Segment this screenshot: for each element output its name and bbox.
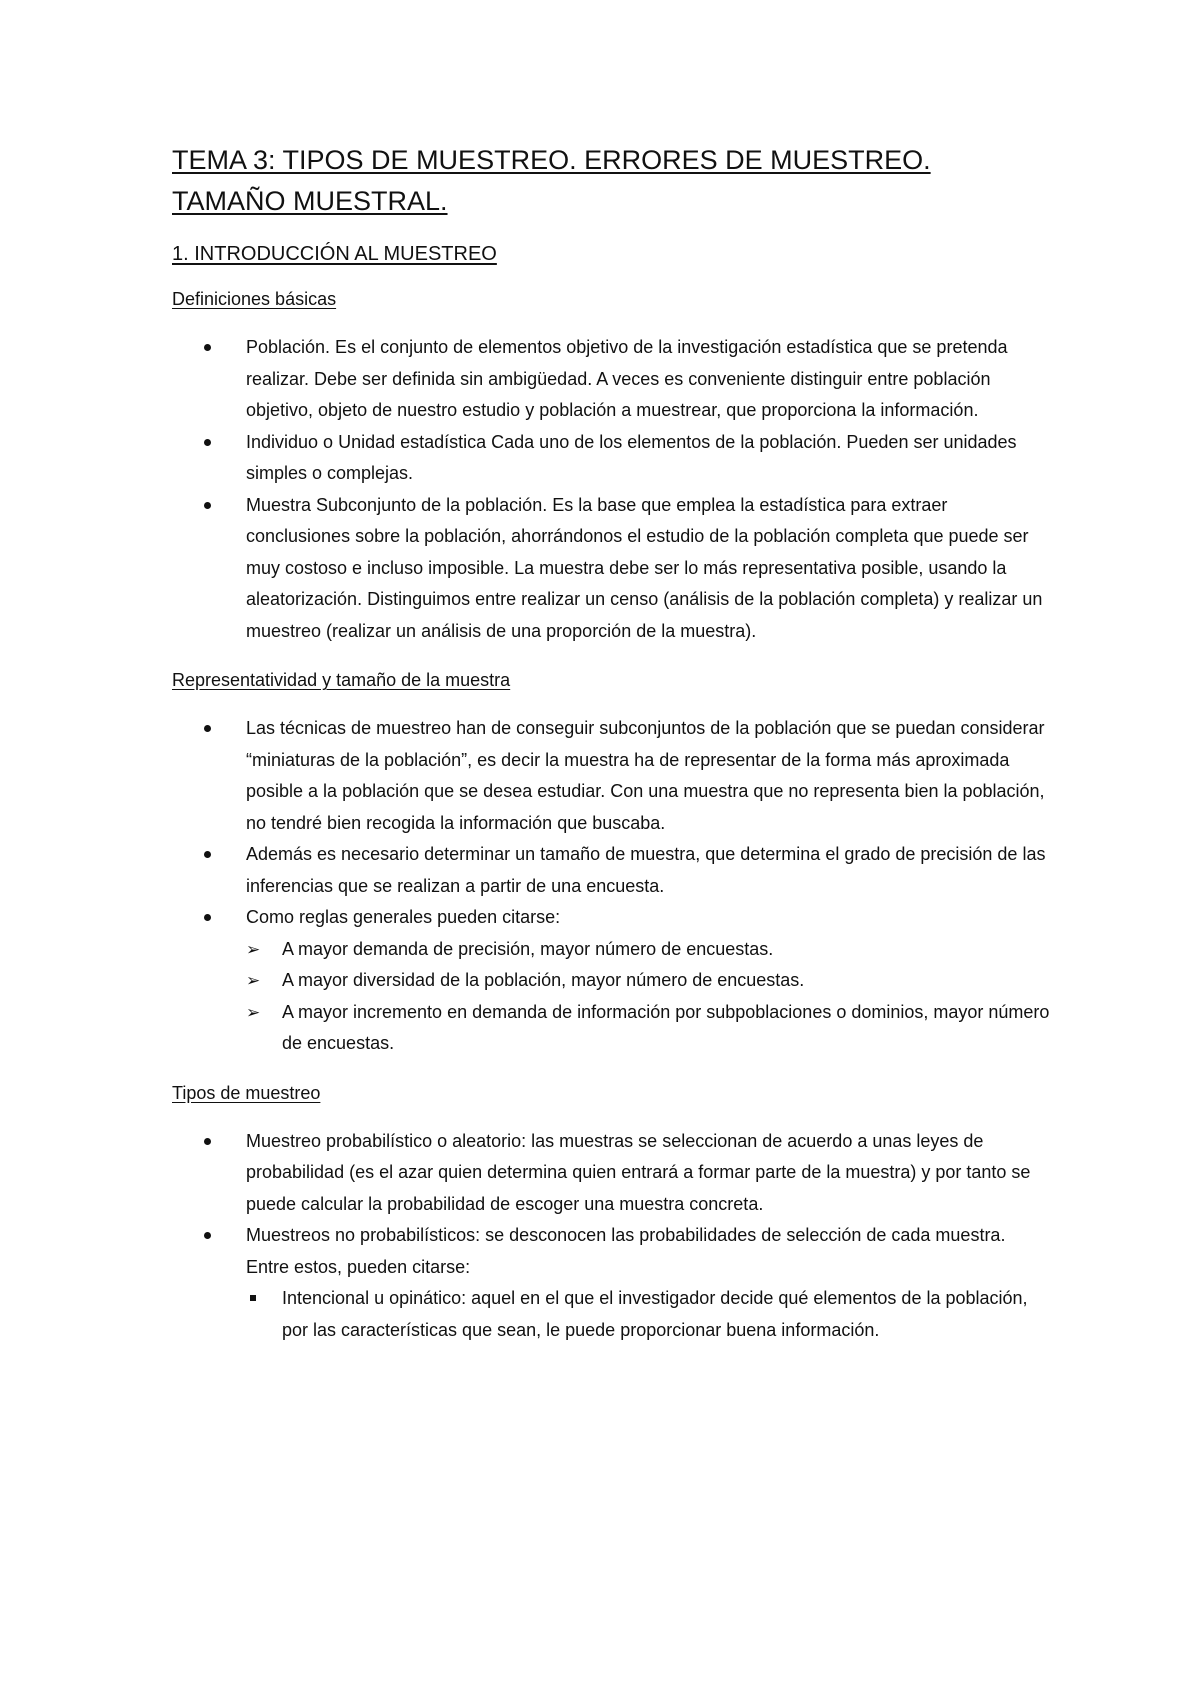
document-title-line-2: TAMAÑO MUESTRAL. bbox=[172, 186, 448, 216]
list-item-text: A mayor incremento en demanda de información por subpoblaciones o dominios, mayor número de encuestas. bbox=[282, 1001, 1050, 1053]
tipos-muestreo-list bbox=[172, 1126, 1052, 1347]
no-probabilisticos-list bbox=[246, 1283, 1052, 1346]
list-item-text: Muestreo probabilístico o aleatorio: las muestras se seleccionan de acuerdo a unas leyes de probabilidad (es el azar quien determina quien entrará a formar parte de la muestra) y por tanto se puede calcular la probabilidad de escoger una muestra concreta. bbox=[246, 1130, 1031, 1214]
arrow-bullet-icon: ➢ bbox=[246, 1002, 261, 1022]
bullet-icon bbox=[204, 914, 211, 921]
list-item-text: Como reglas generales pueden citarse: bbox=[246, 907, 561, 927]
bullet-icon bbox=[204, 502, 211, 509]
list-item-text: Muestreos no probabilísticos: se desconocen las probabilidades de selección de cada muestra. Entre estos, pueden citarse: bbox=[246, 1225, 1006, 1277]
arrow-bullet-icon: ➢ bbox=[246, 939, 261, 959]
list-item bbox=[172, 427, 1052, 490]
bullet-icon bbox=[204, 344, 211, 351]
arrow-bullet-icon: ➢ bbox=[246, 971, 261, 990]
list-item bbox=[172, 1126, 1052, 1221]
list-item-text: Muestra Subconjunto de la población. Es la base que emplea la estadística para extraer conclusiones sobre la población, ahorrándonos el estudio de la población completa que puede ser muy costoso e incluso imposible. La muestra debe ser lo más representativa posible, usando la aleatorización. Distinguimos entre realizar un censo (análisis de la población completa) y realizar un muestreo (realizar un análisis de una proporción de la muestra). bbox=[246, 494, 1043, 641]
list-item bbox=[246, 997, 1052, 1060]
list-item-text: Las técnicas de muestreo han de conseguir subconjuntos de la población que se puedan considerar “miniaturas de la población”, es decir la muestra ha de representar de la forma más aproximada posible a la población que se desea estudiar. Con una muestra que no representa bien la población, no tendré bien recogida la información que buscaba. bbox=[246, 718, 1045, 833]
list-item bbox=[172, 839, 1052, 902]
definiciones-list bbox=[172, 332, 1052, 647]
subheading-representatividad: Representatividad y tamaño de la muestra bbox=[172, 670, 511, 690]
list-item-text: Intencional u opinático: aquel en el que el investigador decide qué elementos de la población, por las características que sean, le puede proporcionar buena información. bbox=[282, 1288, 1028, 1340]
bullet-icon bbox=[204, 851, 211, 858]
section-heading-introduccion: 1. INTRODUCCIÓN AL MUESTREO bbox=[172, 243, 497, 265]
representatividad-list bbox=[172, 713, 1052, 1060]
list-item-text: Población. Es el conjunto de elementos objetivo de la investigación estadística que se pretenda realizar. Debe ser definida sin ambigüedad. A veces es conveniente distinguir entre población objetivo, objeto de nuestro estudio y población a muestrear, que proporciona la información. bbox=[246, 337, 1008, 420]
list-item bbox=[246, 1283, 1052, 1346]
bullet-icon bbox=[204, 725, 211, 732]
list-item bbox=[246, 934, 1052, 966]
subheading-definiciones: Definiciones básicas bbox=[172, 289, 337, 309]
list-item bbox=[172, 902, 1052, 1060]
subheading-tipos-muestreo: Tipos de muestreo bbox=[172, 1082, 321, 1103]
list-item bbox=[246, 965, 1052, 997]
list-item bbox=[172, 713, 1052, 839]
reglas-list bbox=[246, 934, 1052, 1060]
bullet-icon bbox=[204, 439, 211, 446]
bullet-icon bbox=[204, 1138, 211, 1145]
document-title-line-1: TEMA 3: TIPOS DE MUESTREO. ERRORES DE MUESTREO. bbox=[172, 145, 931, 175]
document-title bbox=[172, 140, 1052, 222]
list-item-text: A mayor demanda de precisión, mayor número de encuestas. bbox=[282, 938, 774, 959]
list-item bbox=[172, 490, 1052, 648]
list-item-text: Individuo o Unidad estadística Cada uno de los elementos de la población. Pueden ser unidades simples o complejas. bbox=[246, 431, 1017, 483]
list-item bbox=[172, 1220, 1052, 1346]
document-page bbox=[172, 140, 1052, 1346]
list-item bbox=[172, 332, 1052, 427]
square-bullet-icon bbox=[250, 1295, 256, 1301]
list-item-text: A mayor diversidad de la población, mayor número de encuestas. bbox=[282, 970, 805, 990]
list-item-text: Además es necesario determinar un tamaño de muestra, que determina el grado de precisión de las inferencias que se realizan a partir de una encuesta. bbox=[246, 844, 1046, 896]
bullet-icon bbox=[204, 1232, 211, 1239]
